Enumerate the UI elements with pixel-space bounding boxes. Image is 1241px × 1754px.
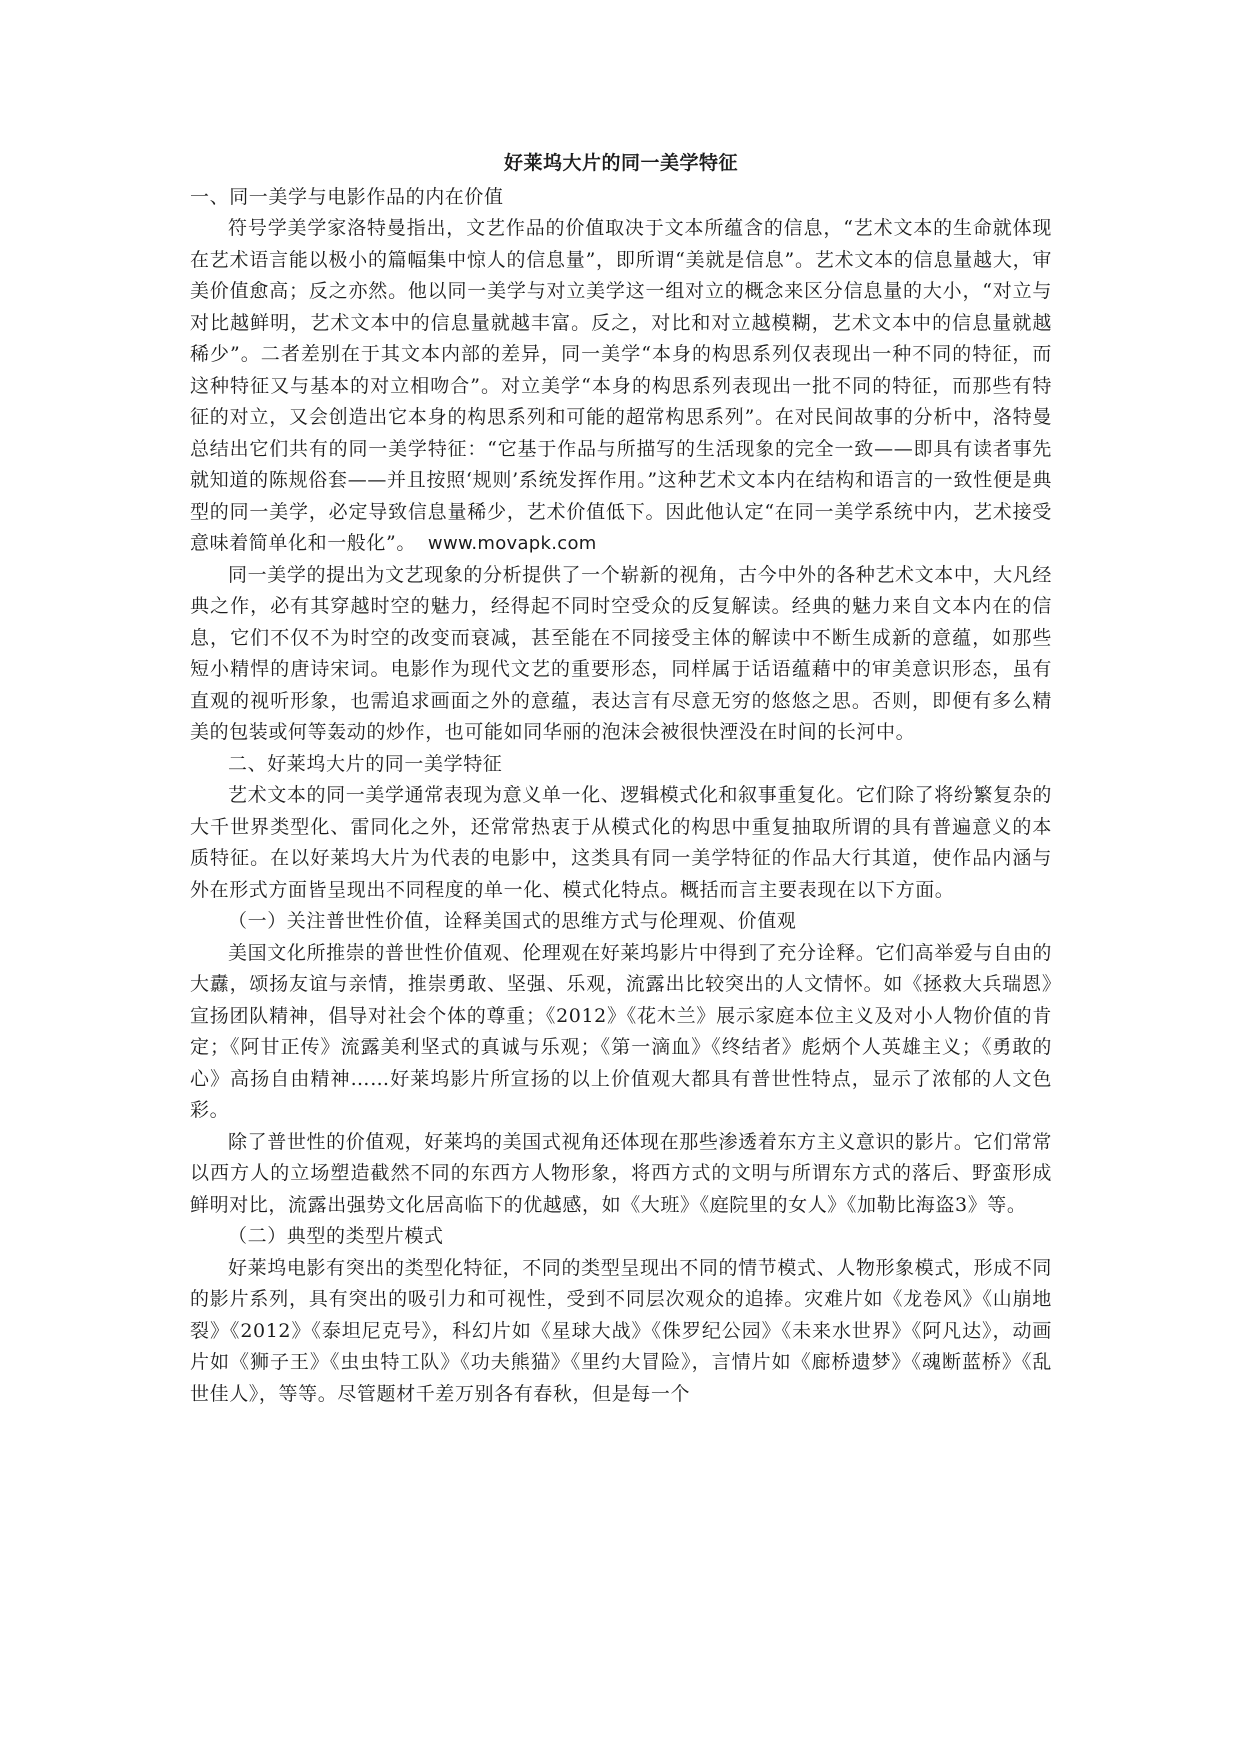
subsection-heading-1: （一）关注普世性价值，诠释美国式的思维方式与伦理观、价值观 (228, 910, 797, 932)
paragraph-5: 除了普世性的价值观，好莱坞的美国式视角还体现在那些渗透着东方主义意识的影片。它们常常以西方人的立场塑造截然不同的东西方人物形象，将西方式的文明与所谓东方式的落后、野蛮形成鲜明对比，流露出强势文化居高临下的优越感，如《大班》《庭院里的女人》《加勒比海盗3》等。 (190, 1130, 1052, 1216)
document-page (190, 148, 1052, 1410)
section-heading-2: 二、好莱坞大片的同一美学特征 (228, 752, 503, 775)
paragraph-1-text: 符号学美学家洛特曼指出，文艺作品的价值取决于文本所蕴含的信息，“艺术文本的生命就体现在艺术语言能以极小的篇幅集中惊人的信息量”，即所谓“美就是信息”。艺术文本的信息量越大，审美价值愈高；反之亦然。他以同一美学与对立美学这一组对立的概念来区分信息量的大小，“对立与对比越鲜明，艺术文本中的信息量就越丰富。反之，对比和对立越模糊，艺术文本中的信息量就越稀少”。二者差别在于其文本内部的差异，同一美学“本身的构思系列仅表现出一种不同的特征，而这种特征又与基本的对立相吻合”。对立美学“本身的构思系列表现出一批不同的特征，而那些有特征的对立，又会创造出它本身的构思系列和可能的超常构思系列”。在对民间故事的分析中，洛特曼总结出它们共有的同一美学特征：“它基于作品与所描写的生活现象的完全一致——即具有读者事先就知道的陈规俗套——并且按照‘规则’系统发挥作用。”这种艺术文本内在结构和语言的一致性便是典型的同一美学，必定导致信息量稀少，艺术价值低下。因此他认定“在同一美学系统中内，艺术接受意味着简单化和一般化”。 (190, 217, 1052, 554)
paragraph-3: 艺术文本的同一美学通常表现为意义单一化、逻辑模式化和叙事重复化。它们除了将纷繁复杂的大千世界类型化、雷同化之外，还常常热衷于从模式化的构思中重复抽取所谓的具有普遍意义的本质特征。在以好莱坞大片为代表的电影中，这类具有同一美学特征的作品大行其道，使作品内涵与外在形式方面皆呈现出不同程度的单一化、模式化特点。概括而言主要表现在以下方面。 (190, 784, 1052, 901)
watermark-url: www.movapk.com (427, 533, 597, 554)
paragraph-4: 美国文化所推崇的普世性价值观、伦理观在好莱坞影片中得到了充分诠释。它们高举爱与自由的大纛，颂扬友谊与亲情，推崇勇敢、坚强、乐观，流露出比较突出的人文情怀。如《拯救大兵瑞恩》宣扬团队精神，倡导对社会个体的尊重；《2012》《花木兰》展示家庭本位主义及对小人物价值的肯定；《阿甘正传》流露美利坚式的真诚与乐观；《第一滴血》《终结者》彪炳个人英雄主义；《勇敢的心》高扬自由精神……好莱坞影片所宣扬的以上价值观大都具有普世性特点，显示了浓郁的人文色彩。 (190, 941, 1052, 1121)
paragraph-2: 同一美学的提出为文艺现象的分析提供了一个崭新的视角，古今中外的各种艺术文本中，大凡经典之作，必有其穿越时空的魅力，经得起不同时空受众的反复解读。经典的魅力来自文本内在的信息，它们不仅不为时空的改变而衰减，甚至能在不同接受主体的解读中不断生成新的意蕴，如那些短小精悍的唐诗宋词。电影作为现代文艺的重要形态，同样属于话语蕴藉中的审美意识形态，虽有直观的视听形象，也需追求画面之外的意蕴，表达言有尽意无穷的悠悠之思。否则，即便有多么精美的包装或何等轰动的炒作，也可能如同华丽的泡沫会被很快湮没在时间的长河中。 (190, 563, 1052, 743)
document-title: 好莱坞大片的同一美学特征 (503, 152, 738, 174)
paragraph-6: 好莱坞电影有突出的类型化特征，不同的类型呈现出不同的情节模式、人物形象模式，形成不同的影片系列，具有突出的吸引力和可视性，受到不同层次观众的追捧。灾难片如《龙卷风》《山崩地裂》《2012》《泰坦尼克号》，科幻片如《星球大战》《侏罗纪公园》《未来水世界》《阿凡达》，动画片如《狮子王》《虫虫特工队》《功夫熊猫》《里约大冒险》，言情片如《廊桥遗梦》《魂断蓝桥》《乱世佳人》，等等。尽管题材千差万别各有春秋，但是每一个 (190, 1256, 1052, 1405)
subsection-heading-2: （二）典型的类型片模式 (228, 1225, 444, 1247)
section-heading-1: 一、同一美学与电影作品的内在价值 (190, 185, 504, 208)
paragraph-1 (190, 213, 1052, 560)
